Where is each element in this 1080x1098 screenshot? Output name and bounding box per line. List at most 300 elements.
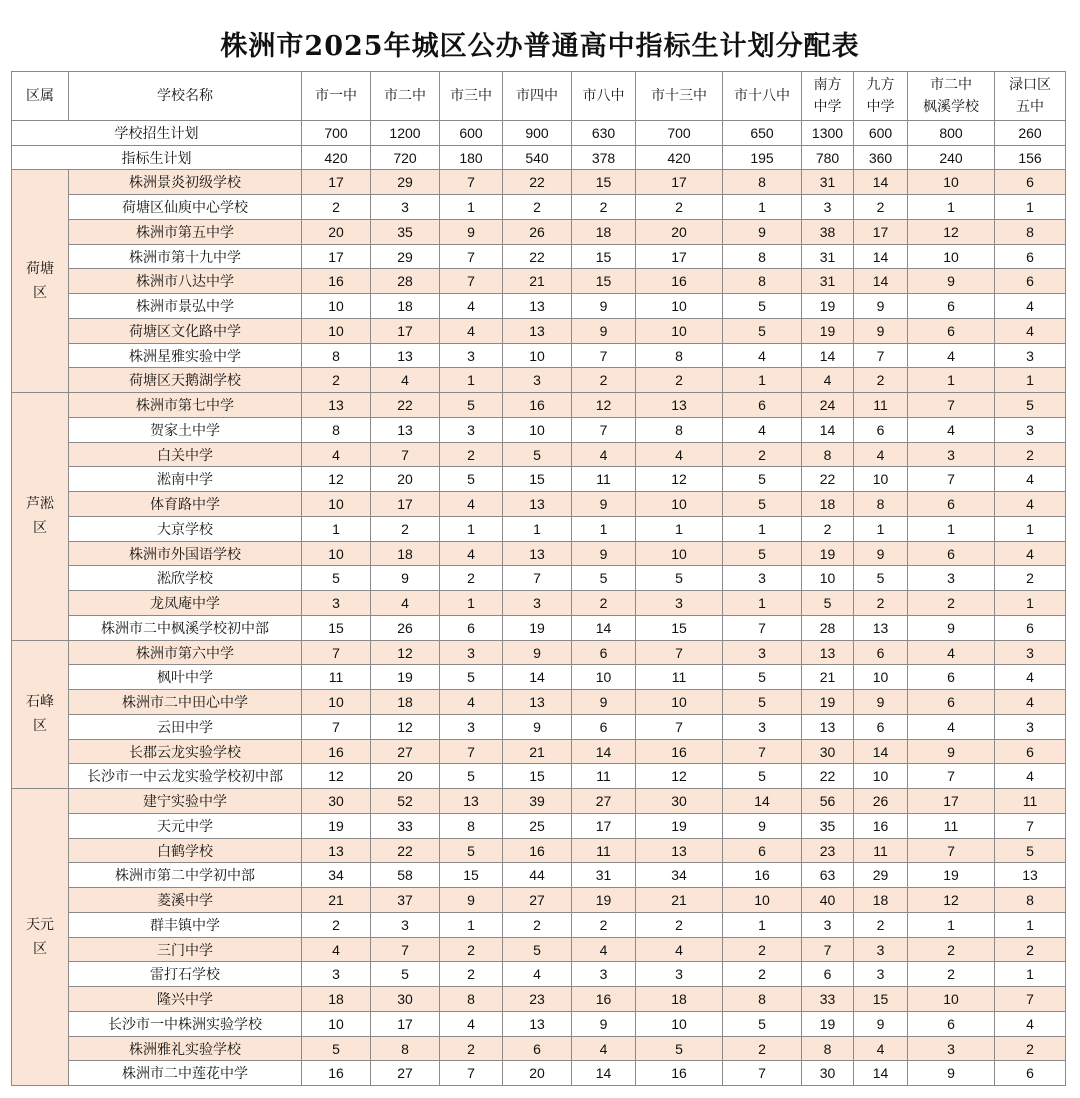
quota-value: 9 xyxy=(723,219,802,244)
header-row xyxy=(12,72,1066,121)
quota-value: 38 xyxy=(802,219,854,244)
summary-value: 195 xyxy=(723,145,802,170)
quota-value: 7 xyxy=(440,739,503,764)
school-name: 株洲市景弘中学 xyxy=(69,294,302,319)
quota-value: 20 xyxy=(371,764,440,789)
summary-value: 180 xyxy=(440,145,503,170)
quota-value: 10 xyxy=(503,343,572,368)
quota-value: 12 xyxy=(302,764,371,789)
quota-value: 13 xyxy=(636,838,723,863)
table-row xyxy=(12,195,1066,220)
school-name: 体育路中学 xyxy=(69,492,302,517)
school-name: 长郡云龙实验学校 xyxy=(69,739,302,764)
quota-value: 15 xyxy=(572,170,636,195)
school-name: 长沙市一中株洲实验学校 xyxy=(69,1011,302,1036)
table-row xyxy=(12,888,1066,913)
school-name: 株洲市二中莲花中学 xyxy=(69,1061,302,1086)
quota-value: 14 xyxy=(802,417,854,442)
quota-value: 16 xyxy=(636,269,723,294)
summary-value: 700 xyxy=(302,121,371,146)
quota-value: 19 xyxy=(802,1011,854,1036)
quota-value: 33 xyxy=(802,987,854,1012)
quota-value: 37 xyxy=(371,888,440,913)
quota-value: 2 xyxy=(995,937,1066,962)
quota-value: 5 xyxy=(723,467,802,492)
quota-value: 11 xyxy=(302,665,371,690)
quota-value: 14 xyxy=(854,1061,908,1086)
quota-value: 2 xyxy=(723,442,802,467)
quota-value: 5 xyxy=(723,294,802,319)
quota-value: 13 xyxy=(503,318,572,343)
quota-value: 35 xyxy=(802,813,854,838)
quota-value: 29 xyxy=(854,863,908,888)
quota-value: 10 xyxy=(636,1011,723,1036)
quota-value: 16 xyxy=(302,269,371,294)
quota-value: 8 xyxy=(302,343,371,368)
quota-value: 15 xyxy=(636,615,723,640)
quota-value: 19 xyxy=(802,294,854,319)
quota-value: 7 xyxy=(440,244,503,269)
table-row xyxy=(12,1036,1066,1061)
header-school: 学校名称 xyxy=(69,72,302,121)
quota-value: 15 xyxy=(854,987,908,1012)
quota-value: 1 xyxy=(302,516,371,541)
quota-value: 23 xyxy=(802,838,854,863)
quota-value: 5 xyxy=(440,393,503,418)
quota-value: 10 xyxy=(503,417,572,442)
summary-label: 学校招生计划 xyxy=(12,121,302,146)
summary-value: 540 xyxy=(503,145,572,170)
quota-value: 4 xyxy=(572,442,636,467)
quota-value: 3 xyxy=(636,962,723,987)
quota-value: 10 xyxy=(854,467,908,492)
quota-value: 58 xyxy=(371,863,440,888)
quota-value: 6 xyxy=(503,1036,572,1061)
quota-value: 9 xyxy=(572,492,636,517)
quota-value: 8 xyxy=(802,1036,854,1061)
quota-value: 12 xyxy=(572,393,636,418)
school-name: 雷打石学校 xyxy=(69,962,302,987)
quota-value: 2 xyxy=(302,368,371,393)
quota-value: 3 xyxy=(302,591,371,616)
quota-value: 1 xyxy=(995,962,1066,987)
quota-value: 2 xyxy=(636,368,723,393)
quota-value: 9 xyxy=(908,1061,995,1086)
quota-value: 30 xyxy=(371,987,440,1012)
table-row xyxy=(12,541,1066,566)
header-column-text: 九方 xyxy=(866,77,895,93)
quota-value: 2 xyxy=(723,1036,802,1061)
quota-value: 13 xyxy=(503,690,572,715)
quota-value: 10 xyxy=(302,492,371,517)
table-row xyxy=(12,417,1066,442)
quota-value: 13 xyxy=(503,541,572,566)
quota-value: 3 xyxy=(854,962,908,987)
quota-value: 28 xyxy=(371,269,440,294)
quota-value: 14 xyxy=(854,170,908,195)
quota-value: 7 xyxy=(995,987,1066,1012)
quota-value: 8 xyxy=(440,813,503,838)
quota-value: 5 xyxy=(302,566,371,591)
quota-value: 13 xyxy=(636,393,723,418)
quota-value: 3 xyxy=(440,640,503,665)
quota-value: 2 xyxy=(302,912,371,937)
quota-value: 16 xyxy=(503,393,572,418)
table-row xyxy=(12,813,1066,838)
quota-value: 5 xyxy=(302,1036,371,1061)
district-cell xyxy=(12,170,69,393)
district-name: 芦淞 xyxy=(26,496,54,513)
quota-value: 2 xyxy=(572,912,636,937)
summary-label: 指标生计划 xyxy=(12,145,302,170)
summary-row xyxy=(12,121,1066,146)
quota-value: 6 xyxy=(854,417,908,442)
quota-value: 4 xyxy=(440,492,503,517)
quota-value: 8 xyxy=(854,492,908,517)
table-row xyxy=(12,442,1066,467)
quota-value: 18 xyxy=(636,987,723,1012)
quota-value: 6 xyxy=(908,665,995,690)
quota-value: 22 xyxy=(802,764,854,789)
quota-value: 30 xyxy=(302,789,371,814)
quota-value: 10 xyxy=(302,1011,371,1036)
quota-value: 17 xyxy=(371,1011,440,1036)
allocation-table xyxy=(11,71,1066,1086)
quota-value: 20 xyxy=(302,219,371,244)
quota-value: 12 xyxy=(908,219,995,244)
quota-value: 16 xyxy=(636,739,723,764)
quota-value: 15 xyxy=(302,615,371,640)
quota-value: 16 xyxy=(854,813,908,838)
header-column xyxy=(636,72,723,121)
school-name: 长沙市一中云龙实验学校初中部 xyxy=(69,764,302,789)
header-column-text: 枫溪学校 xyxy=(923,99,979,115)
quota-value: 10 xyxy=(302,294,371,319)
quota-value: 6 xyxy=(572,714,636,739)
quota-value: 15 xyxy=(503,764,572,789)
quota-value: 3 xyxy=(908,1036,995,1061)
quota-value: 8 xyxy=(371,1036,440,1061)
school-name: 天元中学 xyxy=(69,813,302,838)
quota-value: 5 xyxy=(503,442,572,467)
header-district: 区属 xyxy=(12,72,69,121)
quota-value: 4 xyxy=(908,343,995,368)
quota-value: 5 xyxy=(723,492,802,517)
quota-value: 15 xyxy=(440,863,503,888)
quota-value: 6 xyxy=(995,615,1066,640)
quota-value: 2 xyxy=(723,962,802,987)
district-cell xyxy=(12,640,69,789)
quota-value: 7 xyxy=(302,640,371,665)
quota-value: 4 xyxy=(908,714,995,739)
header-column-text: 南方 xyxy=(813,77,842,93)
summary-value: 260 xyxy=(995,121,1066,146)
quota-value: 3 xyxy=(995,714,1066,739)
header-column-text: 市十三中 xyxy=(651,88,707,104)
table-row xyxy=(12,566,1066,591)
quota-value: 8 xyxy=(302,417,371,442)
table-row xyxy=(12,937,1066,962)
table-row xyxy=(12,1061,1066,1086)
quota-value: 4 xyxy=(371,368,440,393)
quota-value: 6 xyxy=(908,294,995,319)
quota-value: 11 xyxy=(572,764,636,789)
quota-value: 4 xyxy=(995,318,1066,343)
school-name: 株洲市二中枫溪学校初中部 xyxy=(69,615,302,640)
quota-value: 1 xyxy=(995,195,1066,220)
quota-value: 4 xyxy=(723,417,802,442)
quota-value: 17 xyxy=(854,219,908,244)
quota-value: 4 xyxy=(995,294,1066,319)
quota-value: 2 xyxy=(854,912,908,937)
quota-value: 13 xyxy=(503,492,572,517)
quota-value: 9 xyxy=(440,219,503,244)
quota-value: 17 xyxy=(636,170,723,195)
quota-value: 11 xyxy=(995,789,1066,814)
quota-value: 7 xyxy=(854,343,908,368)
quota-value: 6 xyxy=(572,640,636,665)
quota-value: 9 xyxy=(854,541,908,566)
quota-value: 30 xyxy=(802,1061,854,1086)
quota-value: 13 xyxy=(995,863,1066,888)
quota-value: 13 xyxy=(440,789,503,814)
quota-value: 7 xyxy=(636,714,723,739)
quota-value: 44 xyxy=(503,863,572,888)
school-name: 株洲市第七中学 xyxy=(69,393,302,418)
quota-value: 8 xyxy=(723,244,802,269)
table-row xyxy=(12,467,1066,492)
table-row xyxy=(12,714,1066,739)
quota-value: 5 xyxy=(995,393,1066,418)
quota-value: 5 xyxy=(371,962,440,987)
quota-value: 31 xyxy=(802,170,854,195)
page-title: 株洲市2025年城区公办普通高中指标生计划分配表 xyxy=(220,31,860,62)
header-column xyxy=(371,72,440,121)
table-row xyxy=(12,789,1066,814)
quota-value: 10 xyxy=(854,764,908,789)
quota-value: 8 xyxy=(723,170,802,195)
quota-value: 7 xyxy=(636,640,723,665)
quota-value: 7 xyxy=(908,467,995,492)
quota-value: 18 xyxy=(854,888,908,913)
school-name: 株洲星雅实验中学 xyxy=(69,343,302,368)
quota-value: 39 xyxy=(503,789,572,814)
quota-value: 19 xyxy=(636,813,723,838)
quota-value: 30 xyxy=(802,739,854,764)
quota-value: 19 xyxy=(371,665,440,690)
quota-value: 14 xyxy=(854,269,908,294)
quota-value: 18 xyxy=(302,987,371,1012)
quota-value: 26 xyxy=(371,615,440,640)
summary-value: 240 xyxy=(908,145,995,170)
quota-value: 7 xyxy=(908,838,995,863)
header-column-text: 市一中 xyxy=(315,88,357,104)
quota-value: 2 xyxy=(854,591,908,616)
quota-value: 13 xyxy=(371,343,440,368)
quota-value: 35 xyxy=(371,219,440,244)
quota-value: 34 xyxy=(302,863,371,888)
table-row xyxy=(12,615,1066,640)
quota-value: 1 xyxy=(440,912,503,937)
quota-value: 19 xyxy=(302,813,371,838)
quota-value: 2 xyxy=(440,962,503,987)
quota-value: 6 xyxy=(995,269,1066,294)
quota-value: 6 xyxy=(723,838,802,863)
quota-value: 14 xyxy=(572,739,636,764)
quota-value: 2 xyxy=(572,591,636,616)
quota-value: 8 xyxy=(723,987,802,1012)
quota-value: 2 xyxy=(854,368,908,393)
quota-value: 10 xyxy=(854,665,908,690)
school-name: 建宁实验中学 xyxy=(69,789,302,814)
quota-value: 7 xyxy=(440,269,503,294)
quota-value: 26 xyxy=(854,789,908,814)
quota-value: 7 xyxy=(908,764,995,789)
quota-value: 7 xyxy=(723,739,802,764)
quota-value: 9 xyxy=(908,269,995,294)
table-row xyxy=(12,665,1066,690)
quota-value: 4 xyxy=(908,640,995,665)
district-name: 区 xyxy=(33,285,47,302)
quota-value: 20 xyxy=(371,467,440,492)
school-name: 菱溪中学 xyxy=(69,888,302,913)
quota-value: 1 xyxy=(908,912,995,937)
quota-value: 3 xyxy=(636,591,723,616)
summary-value: 378 xyxy=(572,145,636,170)
quota-value: 10 xyxy=(908,170,995,195)
quota-value: 5 xyxy=(802,591,854,616)
header-column-text: 市三中 xyxy=(450,88,492,104)
quota-value: 3 xyxy=(908,442,995,467)
quota-value: 18 xyxy=(371,690,440,715)
quota-value: 17 xyxy=(371,318,440,343)
quota-value: 5 xyxy=(723,764,802,789)
summary-value: 700 xyxy=(636,121,723,146)
quota-value: 17 xyxy=(908,789,995,814)
quota-value: 8 xyxy=(636,417,723,442)
quota-value: 7 xyxy=(503,566,572,591)
school-name: 株洲市第十九中学 xyxy=(69,244,302,269)
school-name: 隆兴中学 xyxy=(69,987,302,1012)
quota-value: 4 xyxy=(854,1036,908,1061)
quota-value: 22 xyxy=(503,170,572,195)
school-name: 株洲雅礼实验学校 xyxy=(69,1036,302,1061)
school-name: 云田中学 xyxy=(69,714,302,739)
quota-value: 4 xyxy=(503,962,572,987)
header-column-text: 五中 xyxy=(1016,99,1044,115)
quota-value: 8 xyxy=(995,219,1066,244)
quota-value: 21 xyxy=(503,269,572,294)
quota-value: 9 xyxy=(572,318,636,343)
quota-value: 6 xyxy=(908,541,995,566)
quota-value: 14 xyxy=(854,739,908,764)
quota-value: 5 xyxy=(503,937,572,962)
district-name: 区 xyxy=(33,718,47,735)
quota-value: 8 xyxy=(802,442,854,467)
quota-value: 1 xyxy=(723,591,802,616)
quota-value: 8 xyxy=(723,269,802,294)
quota-value: 40 xyxy=(802,888,854,913)
quota-value: 6 xyxy=(908,690,995,715)
header-column-text: 市二中 xyxy=(384,88,426,104)
quota-value: 3 xyxy=(440,343,503,368)
header-column-text: 市四中 xyxy=(516,88,558,104)
quota-value: 6 xyxy=(802,962,854,987)
quota-value: 26 xyxy=(503,219,572,244)
quota-value: 27 xyxy=(503,888,572,913)
table-row xyxy=(12,690,1066,715)
quota-value: 4 xyxy=(302,937,371,962)
quota-value: 4 xyxy=(440,1011,503,1036)
district-name: 区 xyxy=(33,520,47,537)
quota-value: 1 xyxy=(908,195,995,220)
quota-value: 14 xyxy=(503,665,572,690)
table-row xyxy=(12,368,1066,393)
quota-value: 1 xyxy=(503,516,572,541)
quota-value: 3 xyxy=(995,417,1066,442)
quota-value: 21 xyxy=(636,888,723,913)
quota-value: 1 xyxy=(440,368,503,393)
quota-value: 12 xyxy=(636,764,723,789)
quota-value: 4 xyxy=(995,541,1066,566)
quota-value: 6 xyxy=(908,492,995,517)
quota-value: 17 xyxy=(572,813,636,838)
quota-value: 5 xyxy=(440,764,503,789)
quota-value: 4 xyxy=(995,690,1066,715)
quota-value: 11 xyxy=(908,813,995,838)
quota-value: 5 xyxy=(440,838,503,863)
quota-value: 7 xyxy=(572,343,636,368)
table-row xyxy=(12,838,1066,863)
quota-value: 15 xyxy=(503,467,572,492)
quota-value: 10 xyxy=(723,888,802,913)
quota-value: 22 xyxy=(503,244,572,269)
quota-value: 22 xyxy=(371,838,440,863)
district-cell xyxy=(12,789,69,1086)
quota-value: 13 xyxy=(503,294,572,319)
quota-value: 10 xyxy=(908,987,995,1012)
quota-value: 14 xyxy=(572,1061,636,1086)
table-row xyxy=(12,863,1066,888)
quota-value: 25 xyxy=(503,813,572,838)
quota-value: 9 xyxy=(572,690,636,715)
summary-value: 600 xyxy=(440,121,503,146)
quota-value: 2 xyxy=(802,516,854,541)
quota-value: 2 xyxy=(995,442,1066,467)
quota-value: 15 xyxy=(572,269,636,294)
quota-value: 3 xyxy=(503,368,572,393)
quota-value: 4 xyxy=(908,417,995,442)
quota-value: 5 xyxy=(440,665,503,690)
quota-value: 4 xyxy=(723,343,802,368)
quota-value: 4 xyxy=(995,492,1066,517)
quota-value: 1 xyxy=(440,195,503,220)
quota-value: 22 xyxy=(371,393,440,418)
quota-value: 4 xyxy=(302,442,371,467)
quota-value: 17 xyxy=(636,244,723,269)
quota-value: 5 xyxy=(723,1011,802,1036)
school-name: 群丰镇中学 xyxy=(69,912,302,937)
table-row xyxy=(12,343,1066,368)
quota-value: 4 xyxy=(995,665,1066,690)
table-row xyxy=(12,170,1066,195)
quota-value: 6 xyxy=(854,640,908,665)
table-row xyxy=(12,739,1066,764)
quota-value: 2 xyxy=(636,912,723,937)
quota-value: 7 xyxy=(572,417,636,442)
quota-value: 19 xyxy=(802,541,854,566)
quota-value: 1 xyxy=(995,912,1066,937)
